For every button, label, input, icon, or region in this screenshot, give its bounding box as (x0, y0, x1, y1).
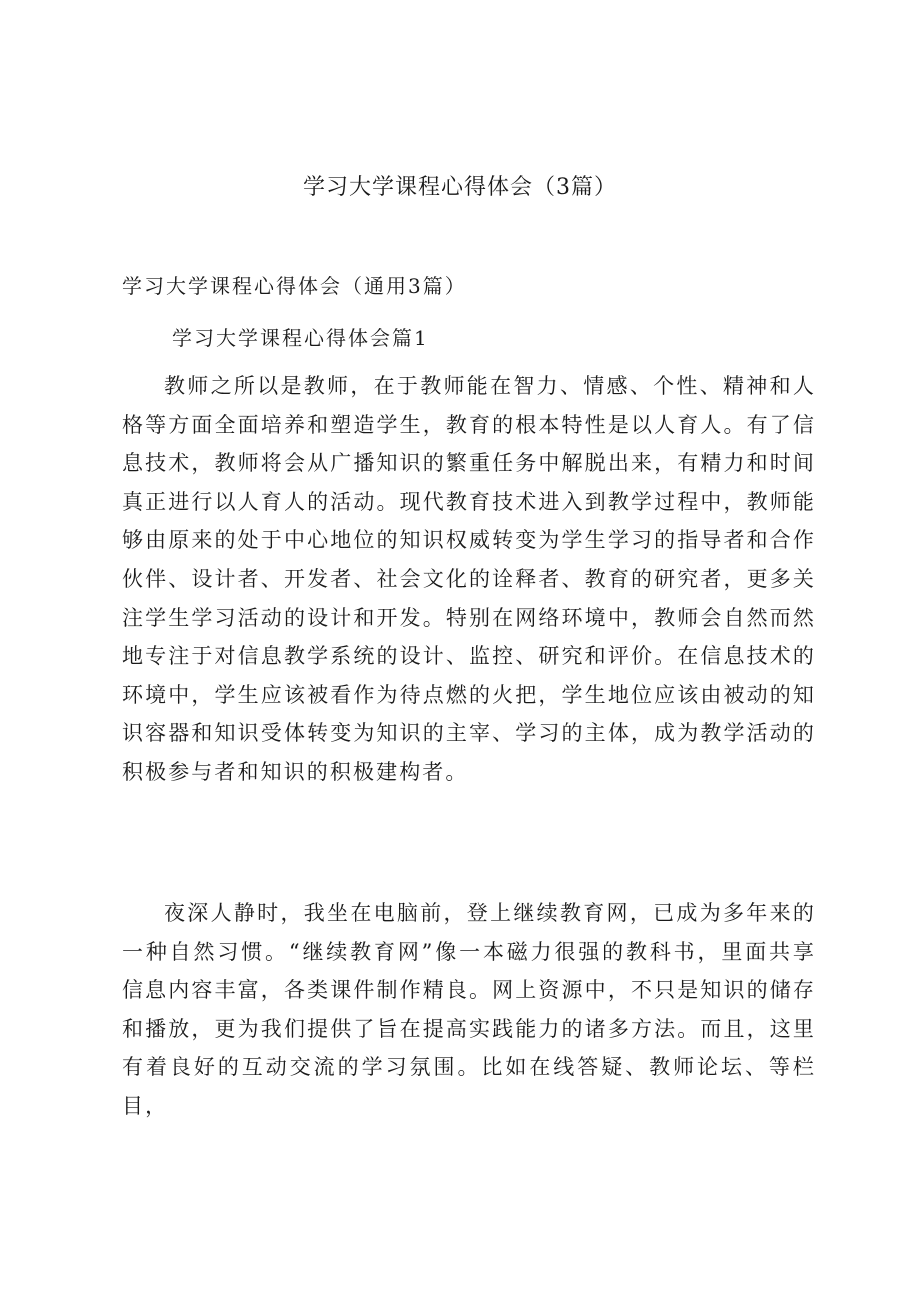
section-heading: 学习大学课程心得体会篇1 (172, 326, 429, 350)
document-title: 学习大学课程心得体会（3篇） (303, 175, 617, 200)
document-subtitle: 学习大学课程心得体会（通用3篇） (122, 274, 467, 298)
body-paragraph: 夜深人静时，我坐在电脑前，登上继续教育网，已成为多年来的一种自然习惯。“继续教育网”像一本磁力很强的教科书，里面共享信息内容丰富，各类课件制作精良。网上资源中，不只是知识的储存和播放，更为我们提供了旨在提高实践能力的诸多方法。而且，这里有着良好的互动交流的学习氛围。比如在线答疑、教师论坛、等栏目， (122, 901, 816, 1118)
body-paragraph: 教师之所以是教师，在于教师能在智力、情感、个性、精神和人格等方面全面培养和塑造学生，教育的根本特性是以人育人。有了信息技术，教师将会从广播知识的繁重任务中解脱出来，有精力和时间真正进行以人育人的活动。现代教育技术进入到教学过程中，教师能够由原来的处于中心地位的知识权威转变为学生学习的指导者和合作伙伴、设计者、开发者、社会文化的诠释者、教育的研究者，更多关注学生学习活动的设计和开发。特别在网络环境中，教师会自然而然地专注于对信息教学系统的设计、监控、研究和评价。在信息技术的环境中，学生应该被看作为待点燃的火把，学生地位应该由被动的知识容器和知识受体转变为知识的主宰、学习的主体，成为教学活动的积极参与者和知识的积极建构者。 (122, 374, 816, 784)
